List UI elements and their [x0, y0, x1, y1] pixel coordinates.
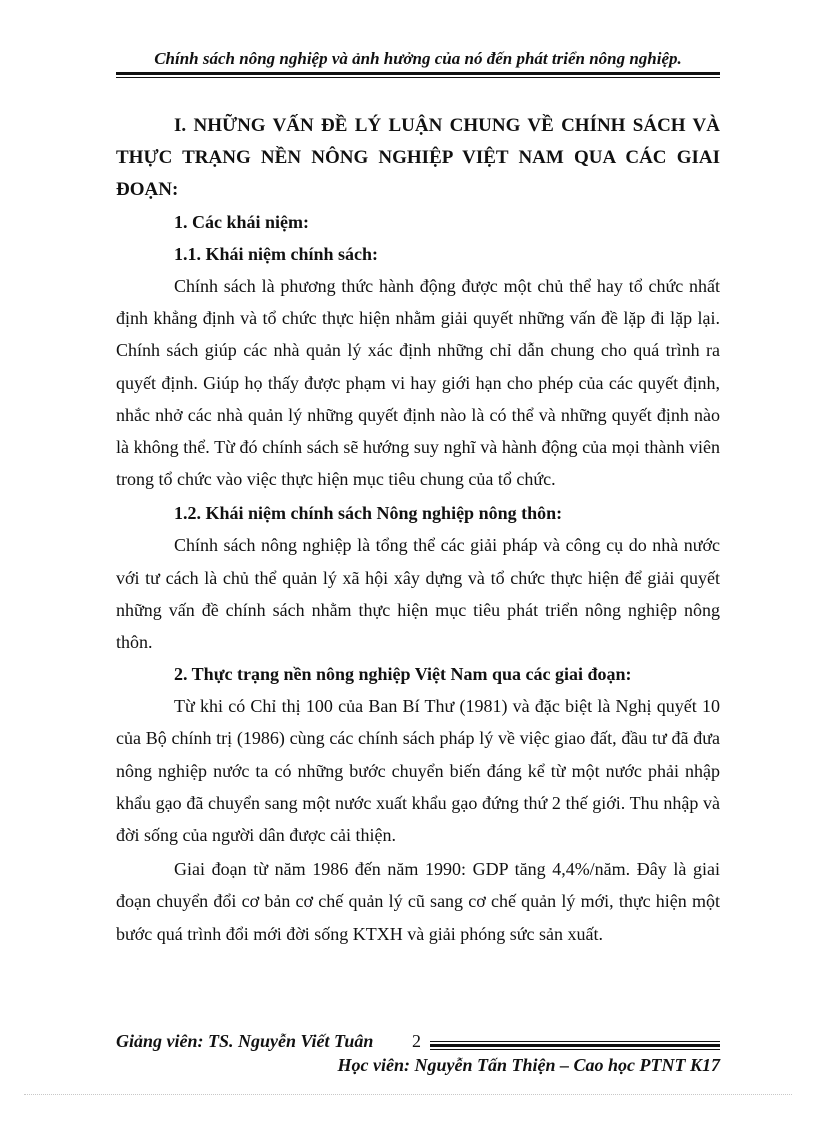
page-body — [116, 110, 720, 950]
page-number: 2 — [412, 1031, 421, 1051]
footer-rule-2 — [430, 1044, 720, 1047]
footer-lecturer: Giảng viên: TS. Nguyễn Viết Tuân — [116, 1031, 374, 1051]
header-rule-thin — [116, 77, 720, 78]
running-header-title: Chính sách nông nghiệp và ảnh hưởng của nó đến phát triển nông nghiệp. — [154, 49, 682, 68]
paragraph-status: Từ khi có Chỉ thị 100 của Ban Bí Thư (1981) và đặc biệt là Nghị quyết 10 của Bộ chính trị (1986) cùng các chính sách pháp lý về việc giao đất, đầu tư đã đưa nông nghiệp nước ta có những bước chuyển biến đáng kể từ một nước phải nhập khẩu gạo đã chuyển sang một nước xuất khẩu gạo đứng thứ 2 thế giới. Thu nhập và đời sống của người dân được cải thiện. — [116, 696, 720, 846]
header-rule-thick — [116, 72, 720, 75]
subheading-concepts: 1. Các khái niệm: — [174, 212, 309, 232]
footer-rule-3 — [430, 1049, 720, 1050]
footer-rule-1 — [430, 1041, 720, 1042]
page-bottom-dotted-line — [24, 1094, 792, 1095]
subheading-policy-concept: 1.1. Khái niệm chính sách: — [174, 244, 379, 264]
footer-student: Học viên: Nguyễn Tấn Thiện – Cao học PTNT K17 — [337, 1055, 720, 1075]
section-heading: I. NHỮNG VẤN ĐỀ LÝ LUẬN CHUNG VỀ CHÍNH SÁCH VÀ THỰC TRẠNG NỀN NÔNG NGHIỆP VIỆT NAM QUA CÁC GIAI ĐOẠN: — [116, 115, 720, 200]
paragraph-agri-policy-definition: Chính sách nông nghiệp là tổng thể các giải pháp và công cụ do nhà nước với tư cách là chủ thể quản lý xã hội xây dựng và tổ chức thực hiện để giải quyết những vấn đề chính sách nhằm thực hiện mục tiêu phát triển nông nghiệp nông thôn. — [116, 535, 720, 653]
subheading-status: 2. Thực trạng nền nông nghiệp Việt Nam qua các giai đoạn: — [174, 664, 632, 685]
paragraph-period-1986-1990: Giai đoạn từ năm 1986 đến năm 1990: GDP tăng 4,4%/năm. Đây là giai đoạn chuyển đổi cơ bản cơ chế quản lý cũ sang cơ chế quản lý mới, thực hiện một bước quá trình đổi mới đời sống KTXH và giải phóng sức sản xuất. — [116, 859, 720, 944]
subheading-agri-policy: 1.2. Khái niệm chính sách Nông nghiệp nông thôn: — [174, 503, 563, 524]
paragraph-policy-definition: Chính sách là phương thức hành động được một chủ thể hay tổ chức nhất định khẳng định và tổ chức thực hiện nhằm giải quyết những vấn đề lặp đi lặp lại. Chính sách giúp các nhà quản lý xác định những chỉ dẫn chung cho quá trình ra quyết định. Giúp họ thấy được phạm vi hay giới hạn cho phép của các quyết định, nhắc nhở các nhà quản lý những quyết định nào là có thể và những quyết định nào là không thể. Từ đó chính sách sẽ hướng suy nghĩ và hành động của mọi thành viên trong tổ chức vào việc thực hiện mục tiêu chung của tổ chức. — [116, 276, 720, 490]
